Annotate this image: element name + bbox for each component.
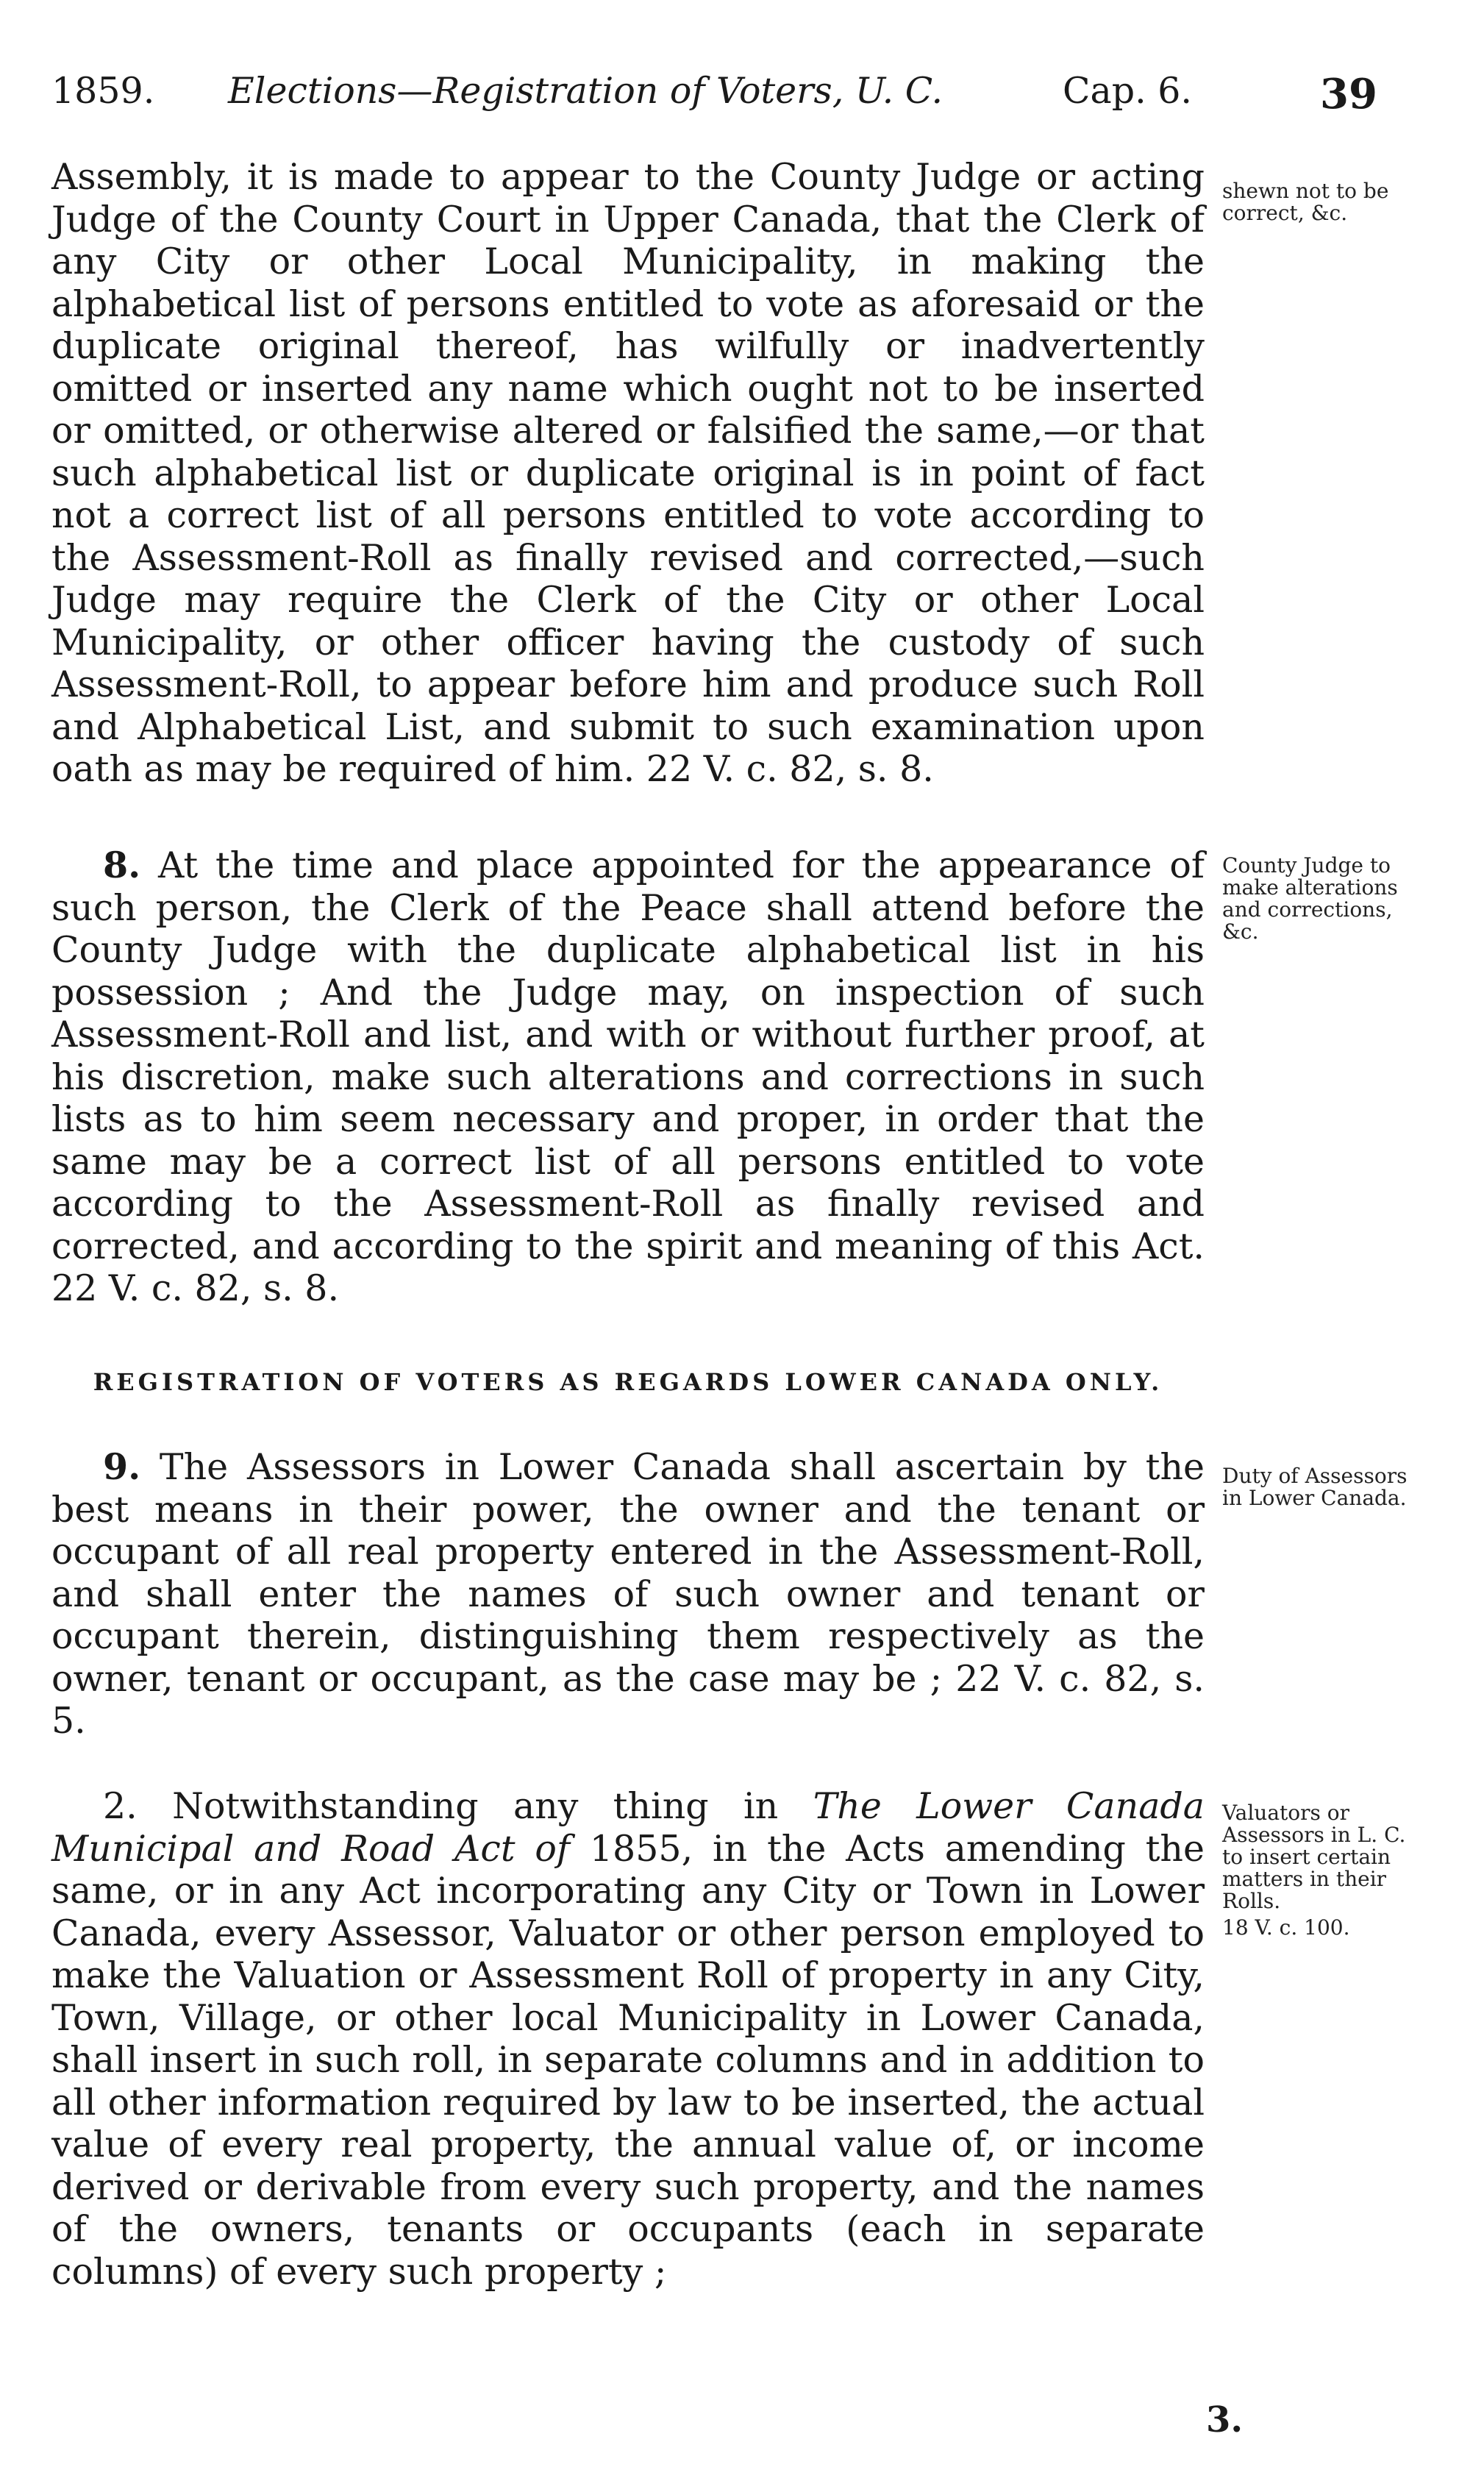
paragraph-text: Assembly, it is made to appear to the County Judge or acting Judge of the County Court in Upper Canada, that the Clerk of any City or other Local Municipality, in making the alphabetical list of persons entitled to vote as aforesaid or the duplicate original thereof, has wilfully or inadvertently omitted or inserted any name which ought not to be inserted or omitted, or otherwise altered or falsified the same,—or that such alphabetical list or duplicate original is in point of fact not a correct list of all persons entitled to vote according to the Assessment-Roll as finally revised and corrected,—such Judge may require the Clerk of the City or other Local Municipality, or other officer having the custody of such Assessment-Roll, to appear before him and produce such Roll and Alphabetical List, and submit to such examination upon oath as may be required of him. 22 V. c. 82, s. 8.	[51, 156, 1205, 790]
section-8-number: 8.	[103, 844, 141, 886]
margin-note-county-judge: County Judge to make alterations and corrections, &c.	[1222, 853, 1398, 944]
section-9-subsection-2	[51, 1785, 1205, 2293]
act-title-italic: The Lower Canada Municipal and Road Act of	[51, 1785, 1205, 1870]
paragraph-continuation	[51, 156, 1205, 791]
page-header	[51, 70, 1419, 129]
section-8-text: At the time and place appointed for the appearance of such person, the Clerk of the Peace shall attend before the County Judge with the duplicate alphabetical list in his possession ; And the Judge may, on inspection of such Assessment-Roll and list, and with or without further proof, at his discretion, make such alterations and corrections in such lists as to him seem necessary and proper, in order that the same may be a correct list of all persons entitled to vote according to the Assessment-Roll as finally revised and corrected, and according to the spirit and meaning of this Act. 22 V. c. 82, s. 8.	[51, 844, 1205, 1309]
margin-note-shewn-not-correct: shewn not to be correct, &c.	[1222, 179, 1389, 225]
subsection-2-lead: 2. Notwithstanding any thing in	[103, 1785, 813, 1827]
section-8	[51, 844, 1205, 1310]
header-year: 1859.	[51, 70, 155, 112]
signature-mark: 3.	[1206, 2399, 1244, 2441]
subsection-2-text: 1855, in the Acts amending the same, or in any Act incorporating any City or Town in Lower Canada, every Assessor, Valuator or other person employed to make the Valuation or Assessment Roll of property in any City, Town, Village, or other local Municipality in Lower Canada, shall insert in such roll, in separate columns and in addition to all other information required by law to be inserted, the actual value of every real property, the annual value of, or income derived or derivable from every such property, and the names of the owners, tenants or occupants (each in separate columns) of every such property ;	[51, 1827, 1205, 2293]
page-number: 39	[1320, 70, 1377, 118]
section-9-text: The Assessors in Lower Canada shall ascertain by the best means in their power, the owner and the tenant or occupant of all real property entered in the Assessment-Roll, and shall enter the names of such owner and tenant or occupant therein, distinguishing them respectively as the owner, tenant or occupant, as the case may be ; 22 V. c. 82, s. 5.	[51, 1446, 1205, 1742]
section-heading-lower-canada: REGISTRATION OF VOTERS AS REGARDS LOWER CANADA ONLY.	[93, 1368, 1163, 1396]
margin-note-duty-of-assessors: Duty of Assessors in Lower Canada.	[1222, 1464, 1408, 1510]
section-9-number: 9.	[103, 1445, 141, 1488]
header-chapter: Cap. 6.	[1063, 70, 1192, 112]
margin-note-statute-ref: 18 V. c. 100.	[1222, 1915, 1350, 1940]
section-9	[51, 1446, 1205, 1742]
header-title: Elections—Registration of Voters, U. C.	[228, 70, 943, 112]
margin-note-valuators: Valuators or Assessors in L. C. to insert certain matters in their Rolls. 18 V. c. 100.	[1222, 1802, 1421, 1939]
